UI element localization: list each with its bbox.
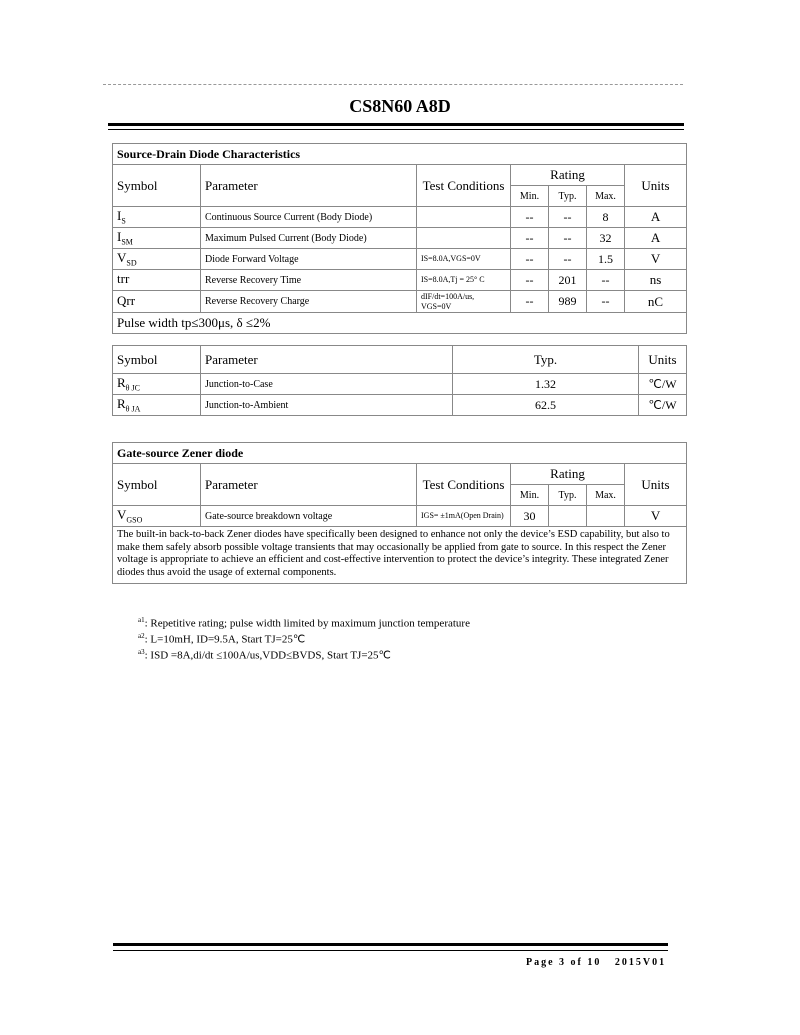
title-rule-thin xyxy=(108,129,684,130)
header-test-conditions: Test Conditions xyxy=(417,464,511,506)
footer-rule-thick xyxy=(113,943,668,946)
header-units: Units xyxy=(625,464,687,506)
max-cell: 8 xyxy=(587,207,625,228)
symbol-cell: $V_{SD}$ xyxy=(113,249,201,270)
parameter-cell: Reverse Recovery Time xyxy=(201,270,417,291)
header-symbol: Symbol xyxy=(113,464,201,506)
typ-cell: -- xyxy=(549,228,587,249)
test-cell: IS=8.0A,VGS=0V xyxy=(417,249,511,270)
min-cell: -- xyxy=(511,270,549,291)
symbol-cell: trr xyxy=(113,270,201,291)
version: 2015V01 xyxy=(614,957,667,968)
max-cell xyxy=(587,506,625,527)
symbol-cell: $I_S$ xyxy=(113,207,201,228)
min-cell: -- xyxy=(511,228,549,249)
header-parameter: Parameter xyxy=(201,464,417,506)
typ-cell: 1.32 xyxy=(453,374,639,395)
typ-cell: -- xyxy=(549,249,587,270)
page-footer xyxy=(526,957,666,968)
header-symbol: Symbol xyxy=(113,346,201,374)
footnote: $^{a3}$: ISD =8A,di/dt ≤100A/us,VDD≤BVDS, Start TJ=25℃ xyxy=(138,648,391,662)
header-min: Min. xyxy=(511,485,549,506)
header-rating: Rating xyxy=(511,464,625,485)
zener-diode-table xyxy=(112,442,687,584)
typ-cell: 989 xyxy=(549,291,587,313)
units-cell: nC xyxy=(625,291,687,313)
units-cell: A xyxy=(625,207,687,228)
header-parameter: Parameter xyxy=(201,346,453,374)
symbol-cell: $R_{\theta JA}$ xyxy=(113,395,201,416)
symbol-cell: $V_{GSO}$ xyxy=(113,506,201,527)
header-max: Max. xyxy=(587,186,625,207)
units-cell: A xyxy=(625,228,687,249)
source-drain-table xyxy=(112,143,687,334)
max-cell: 1.5 xyxy=(587,249,625,270)
page-number: Page 3 of 10 xyxy=(526,957,602,968)
min-cell: -- xyxy=(511,249,549,270)
parameter-cell: Gate-source breakdown voltage xyxy=(201,506,417,527)
typ-cell: 201 xyxy=(549,270,587,291)
section-title: Source-Drain Diode Characteristics xyxy=(113,144,687,165)
symbol-cell: Qrr xyxy=(113,291,201,313)
parameter-cell: Reverse Recovery Charge xyxy=(201,291,417,313)
header-min: Min. xyxy=(511,186,549,207)
test-cell: IGS= ±1mA(Open Drain) xyxy=(417,506,511,527)
units-cell: ns xyxy=(625,270,687,291)
section-title: Gate-source Zener diode xyxy=(113,443,687,464)
symbol-cell: $R_{\theta JC}$ xyxy=(113,374,201,395)
symbol-cell: $I_{SM}$ xyxy=(113,228,201,249)
header-units: Units xyxy=(639,346,687,374)
test-cell xyxy=(417,228,511,249)
typ-cell xyxy=(549,506,587,527)
min-cell: -- xyxy=(511,291,549,313)
units-cell: V xyxy=(625,506,687,527)
pulse-width-note: Pulse width tp≤300μs, δ ≤2% xyxy=(113,313,687,334)
units-cell: V xyxy=(625,249,687,270)
header-typ: Typ. xyxy=(549,485,587,506)
parameter-cell: Continuous Source Current (Body Diode) xyxy=(201,207,417,228)
header-typ: Typ. xyxy=(549,186,587,207)
header-test-conditions: Test Conditions xyxy=(417,165,511,207)
parameter-cell: Diode Forward Voltage xyxy=(201,249,417,270)
min-cell: -- xyxy=(511,207,549,228)
max-cell: 32 xyxy=(587,228,625,249)
max-cell: -- xyxy=(587,291,625,313)
header-units: Units xyxy=(625,165,687,207)
thermal-resistance-table xyxy=(112,345,687,416)
typ-cell: 62.5 xyxy=(453,395,639,416)
header-divider xyxy=(103,84,683,85)
units-cell: ℃/W xyxy=(639,395,687,416)
test-cell xyxy=(417,207,511,228)
document-title: CS8N60 A8D xyxy=(349,96,451,116)
header-max: Max. xyxy=(587,485,625,506)
typ-cell: -- xyxy=(549,207,587,228)
footnote: $^{a1}$: Repetitive rating; pulse width limited by maximum junction temperature xyxy=(138,616,470,630)
zener-description: The built-in back-to-back Zener diodes have specifically been designed to enhance not only the device’s ESD capability, but also to make them safely absorb possible voltage transients that may occasionally be applied from gate to source. In this respect the Zener voltage is appropriate to achieve an efficient and cost-effective intervention to protect the device’s integrity. These integrated Zener diodes thus avoid the usage of external components. xyxy=(113,527,687,584)
test-cell: IS=8.0A,Tj = 25° C xyxy=(417,270,511,291)
footer-rule-thin xyxy=(113,950,668,951)
header-parameter: Parameter xyxy=(201,165,417,207)
parameter-cell: Junction-to-Case xyxy=(201,374,453,395)
max-cell: -- xyxy=(587,270,625,291)
units-cell: ℃/W xyxy=(639,374,687,395)
header-rating: Rating xyxy=(511,165,625,186)
parameter-cell: Junction-to-Ambient xyxy=(201,395,453,416)
footnote: $^{a2}$: L=10mH, ID=9.5A, Start TJ=25℃ xyxy=(138,632,306,646)
title-rule-thick xyxy=(108,123,684,126)
header-typ: Typ. xyxy=(453,346,639,374)
parameter-cell: Maximum Pulsed Current (Body Diode) xyxy=(201,228,417,249)
test-cell: dIF/dt=100A/us, VGS=0V xyxy=(417,291,511,313)
min-cell: 30 xyxy=(511,506,549,527)
header-symbol: Symbol xyxy=(113,165,201,207)
